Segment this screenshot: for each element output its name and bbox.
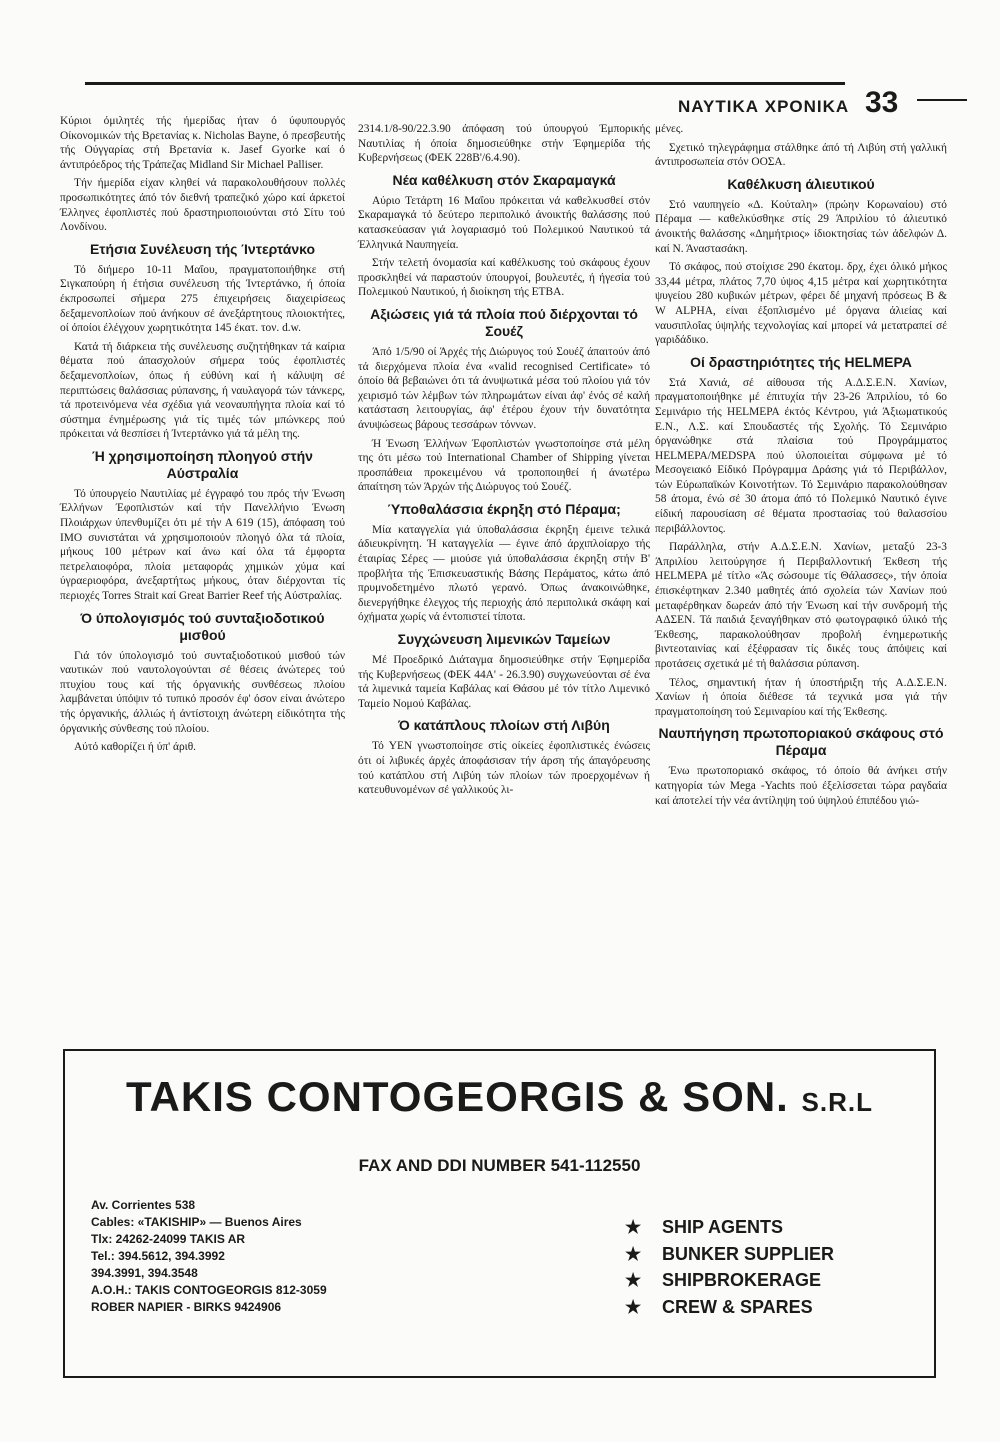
ad-address-line: Tlx: 24262-24099 TAKIS AR bbox=[91, 1232, 246, 1246]
column-2 bbox=[358, 122, 650, 802]
paragraph: Ή Ένωση Έλλήνων Έφοπλιστών γνωστοποίησε στά μέλη της ότι μέσω τού International Chamber of Shipping γίνεται προσπάθεια προκειμένου νά τροποποιηθεί ή άνωτέρω άπαίτηση τών Άρχών τής Διώρυγος τού Σουέζ. bbox=[358, 437, 650, 494]
paragraph: Αύριο Τετάρτη 16 Μαΐου πρόκειται νά καθελκυσθεί στόν Σκαραμαγκά τό δεύτερο περιπολικό άνοικτής θαλάσσης πού κατασκεύασαν γιά λογαριασμό τού Πολεμικού Ναυτικού τά Έλληνικά Ναυπηγεία. bbox=[358, 194, 650, 251]
headline-helmepa: Οί δραστηριότητες τής HELMEPA bbox=[690, 353, 912, 370]
star-icon: ★ bbox=[625, 1217, 642, 1237]
service-item bbox=[625, 1267, 834, 1294]
page-number: 33 bbox=[865, 86, 899, 119]
paragraph: μένες. bbox=[655, 123, 684, 135]
service-item bbox=[625, 1214, 834, 1241]
ad-company-text: TAKIS CONTOGEORGIS & SON. bbox=[126, 1073, 789, 1120]
paragraph: Στήν τελετή όνομασία καί καθέλκυσης τού σκάφους έχουν προσκληθεί νά παραστούν ύπουργοί, βουλευτές, ή ήγεσία τού Πολεμικού Ναυτικού, ή διοίκηση τής ΕΤΒΑ. bbox=[358, 257, 650, 299]
service-label: BUNKER SUPPLIER bbox=[662, 1243, 835, 1264]
star-icon: ★ bbox=[625, 1270, 642, 1290]
service-item bbox=[625, 1294, 834, 1321]
column-1 bbox=[60, 114, 345, 759]
header-rule-left bbox=[85, 82, 845, 85]
paragraph: Αύτό καθορίζει ή ύπ' άριθ. bbox=[74, 741, 197, 754]
paragraph: Σχετικό τηλεγράφημα στάλθηκε άπό τή Λιβύη στή γαλλική άντιπροσωπεία στόν ΟΟΣΑ. bbox=[655, 141, 947, 169]
headline-pension-salary: Ό ύπολογισμός τού συνταξιοδοτικού μισθού bbox=[80, 609, 325, 643]
headline-intertanko: Ετήσια Συνέλευση τής Ίντερτάνκο bbox=[89, 240, 316, 257]
paragraph: Μία καταγγελία γιά ύποθαλάσσια έκρηξη έμεινε τελικά άδιευκρίνητη. Ή καταγγελία — έγινε άπό άρχιπλοίαρχο τής έταιρίας Σέρες — μιούσε γιά ύποθαλάσσια έκρηξη στήν Β' προβλήτα τής Έπισκευαστικής Βάσης Περάματος, κάτω άπό πρυμνοδετημένο πλωτό γερανό. Όπως άνακοινώθηκε, διενεργήθηκε έλεγχος τής περιοχής άπό περιπολικά σκάφη καί όχήματα χωρίς νά έντοπιστεί τίποτα. bbox=[358, 523, 650, 624]
service-label: SHIPBROKERAGE bbox=[662, 1270, 822, 1290]
service-label: CREW & SPARES bbox=[662, 1296, 813, 1317]
headline-fishing-vessel: Καθέλκυση άλιευτικού bbox=[727, 175, 875, 192]
headline-perama-explosion: Ύποθαλάσσια έκρηξη στό Πέραμα; bbox=[387, 500, 621, 517]
ad-address-line: ROBER NAPIER - BIRKS 9424906 bbox=[91, 1300, 282, 1314]
headline-shipbuilding: Ναυπήγηση πρωτοποριακού σκάφους στό Πέραμα bbox=[658, 725, 944, 759]
headline-skaramanga: Νέα καθέλκυση στόν Σκαραμαγκά bbox=[392, 171, 616, 188]
service-item bbox=[625, 1241, 834, 1268]
headline-suez: Αξιώσεις γιά τά πλοία πού διέρχονται τό Σουέζ bbox=[370, 305, 638, 339]
paragraph: Τό σκάφος, πού στοίχισε 290 έκατομ. δρχ, έχει όλικό μήκος 33,44 μέτρα, πλάτος 7,70 ύψος 4,15 μέτρα καί χωρητικότητα ψυγείου 280 κυβικών μέτρων, φέρει δέ μηχανή πρόσεως B & W ALPHA, είναι έξοπλισμένο μέ όργανα άλιείας καί ναυσιπλοΐας ύψηλής τεχνολογίας καί μπορεί νά μετατραπεί σέ γαριδάδικο. bbox=[655, 261, 947, 347]
paragraph: Τέλος, σημαντική ήταν ή ύποστήριξη τής Α.Δ.Σ.Ε.Ν. Χανίων ή όποία διέθεσε τά τεχνικά μσα γιά τήν πραγματοποίηση τού Σεμιναρίου καί τής Έκθεσης. bbox=[655, 676, 947, 718]
ad-address-line: 394.3991, 394.3548 bbox=[91, 1266, 198, 1280]
paragraph: Κατά τή διάρκεια τής συνέλευσης συζητήθηκαν τά καίρια θέματα πού άπασχολούν σήμερα τούς έφοπλιστές δεξαμενοπλοίων, όπως ή εύθύνη καί ή κάλυψη σέ περιπτώσεις θαλάσσιας ρύπανσης, ή ναυλαγορά τών τάνκερς, τά προτεινόμενα νέα σχέδια γιά νεοναυπήγητα πλοία καί τό σύστημα ένημέρωσης γιά τίς τιμές τών μπώνκερς πού πρόκειται νά θεσπίσει ή Ίντερτάνκο γιά τά μέλη της. bbox=[60, 340, 345, 441]
paragraph: Άπό 1/5/90 οί Άρχές τής Διώρυγος τού Σουέζ άπαιτούν άπό τά διερχόμενα πλοία ένα «valid recognised Certificate» τό όποίο θά βεβαιώνει ότι τά άνυψωτικά μέσα τού πλοίου γιά τόν χειρισμό τών λέμβων τών πληρωμάτων είναι άφ' ένός σέ καλή κατάσταση λειτουργίας, άφ' έτέρου έχουν τήν δυνατότητα άνυψώσεως βάρους τεσσάρων τόννων. bbox=[358, 345, 650, 431]
headline-port-funds: Συγχώνευση λιμενικών Ταμείων bbox=[397, 631, 611, 648]
paragraph: Παράλληλα, στήν Α.Δ.Σ.Ε.Ν. Χανίων, μεταξύ 23-3 Άπριλίου λειτούργησε ή Περιβαλλοντική Έκθεση τής HELMEPA μέ τίτλο «Άς σώσουμε τίς Θάλασσες», τήν όποία έπισκέφτηκαν 2.340 μαθητές άπό σχολεία τών Χανίων πού μεταφέρθηκαν δωρεάν άπό τήν Ένωση καί τήν συνδρομή τής ΑΔΣΕΝ. Τά παιδιά ξεναγήθηκαν στό φωτογραφικό ύλικό τής Έκθεσης, παρακολούθησαν προβολή ένημερωτικής βιντεοταινίας καί έξέφρασαν τίς δικές τους άπόψεις καί προτάσεις σχετικά μέ τή θαλάσσια ρύπανση. bbox=[655, 541, 947, 670]
paragraph: Τήν ήμερίδα είχαν κληθεί νά παρακολουθήσουν πολλές προσωπικότητες άπό τόν διεθνή τραπεζικό χώρο καί άρκετοί Έλληνες έφοπλιστές πού δραστηριοποιούνται στό Σίτυ τού Λονδίνου. bbox=[60, 177, 345, 234]
headline-libya: Ό κατάπλους πλοίων στή Λιβύη bbox=[398, 717, 610, 734]
ad-fax-number: FAX AND DDI NUMBER 541-112550 bbox=[358, 1156, 641, 1175]
service-label: SHIP AGENTS bbox=[662, 1217, 784, 1237]
ad-address-line: Tel.: 394.5612, 394.3992 bbox=[91, 1249, 225, 1263]
ad-address-line: A.O.H.: TAKIS CONTOGEORGIS 812-3059 bbox=[91, 1283, 327, 1297]
star-icon: ★ bbox=[625, 1296, 642, 1317]
ad-company-suffix: S.R.L bbox=[801, 1087, 873, 1117]
headline-pilot-australia: Ή χρησιμοποίηση πλοηγού στήν Αύστραλία bbox=[92, 447, 313, 481]
ad-address-line: Av. Corrientes 538 bbox=[91, 1198, 196, 1212]
column-3 bbox=[655, 122, 947, 812]
section-title: ΝΑΥΤΙΚΑ ΧΡΟΝΙΚΑ bbox=[678, 97, 850, 116]
paragraph: Τό διήμερο 10-11 Μαΐου, πραγματοποιήθηκε στή Σιγκαπούρη ή έτήσια συνέλευση τής Ίντερτάνκο, ή όποία έκπροσωπεί σήμερα 275 έπιχειρήσεις διαχειρίσεως δεξαμενοπλοίων πού άνήκουν σέ άνεξάρτητους πλοιοκτήτες, οί όποίοι έλέγχουν χωρητικότητα 145 έκατ. τον. d.w. bbox=[60, 263, 345, 335]
paragraph: 2314.1/8-90/22.3.90 άπόφαση τού ύπουργού Έμπορικής Ναυτιλίας ή όποία δημοσιεύθηκε στήν Έφημερίδα τής Κυβερνήσεως (ΦΕΚ 228Β'/6.4.90). bbox=[358, 123, 650, 165]
paragraph: Τό ΥΕΝ γνωστοποίησε στίς οίκείες έφοπλιστικές ένώσεις ότι οί λιβυκές άρχές άποφάσισαν τήν άρση τής άπαγόρευσης τού κατάπλου στή Λιβύη τών πλοίων τών προερχομένων ή κατευθυνομένων σέ γαλλικούς λι- bbox=[358, 740, 650, 797]
ad-services-list bbox=[625, 1214, 834, 1320]
ad-address-line: Cables: «TAKISHIP» — Buenos Aires bbox=[91, 1215, 302, 1229]
ad-address-block bbox=[91, 1197, 327, 1316]
paragraph: Γιά τόν ύπολογισμό τού συνταξιοδοτικού μισθού τών ναυτικών πού ναυτολογούνται σέ θέσεις άνώτερες τού πτυχίου τους καί τής όργανικής συνθέσεως πλοίου λαμβάνεται ύπόψιν τό τυπικό προσόν έφ' όσον είναι άνώτερο τής όργανικής, άλλιώς ή άντίστοιχη άνώτερη είδικότητα τής όργανικής σύνθεσης τού πλοίου. bbox=[60, 649, 345, 735]
paragraph: Στό ναυπηγείο «Δ. Κούταλη» (πρώην Κορωναίου) στό Πέραμα — καθελκύσθηκε στίς 29 Άπριλίου τό άλιευτικό άνοικτής θαλάσσης «Δημήτριος» ίδιοκτησίας τών άδελφών Δ. καί Ν. Άναστασάκη. bbox=[655, 198, 947, 255]
header-rule-right bbox=[917, 99, 967, 101]
paragraph: Στά Χανιά, σέ αίθουσα τής Α.Δ.Σ.Ε.Ν. Χανίων, πραγματοποιήθηκε μέ έπιτυχία τήν 23-26 Άπριλίου, τό 6ο Σεμινάριο τής HELMEPA έκτός Κέντρου, γιά Άξιωματικούς Ε.Ν., Λ.Σ. καί Σπουδαστές τής Σχολής. Τό Σεμινάριο όργανώθηκε στά πλαίσια τού Προγράμματος HELMEPA/MEDSPA πού ύλοποιείται σύμφωνα μέ τό Μεσογειακό Είδικό Πρόγραμμα Δράσης γιά τό Περιβάλλον, τών Εύρωπαϊκών Κοινοτήτων. Τό Σεμινάριο παρακολούθησαν 58 άτομα, ένώ σέ 30 άτομα άπό τό Πολεμικό Ναυτικό έγινε είδική παρουσίαση σέ θέματα προστασίας τού θαλασσίου περιβάλλοντος. bbox=[655, 376, 947, 535]
advertisement-box bbox=[63, 1049, 936, 1378]
star-icon: ★ bbox=[625, 1243, 642, 1264]
paragraph: Τό ύπουργείο Ναυτιλίας μέ έγγραφό του πρός τήν Ένωση Έλλήνων Έφοπλιστών καί τήν Πανελλήνιο Ένωση Πλοιάρχων ύπενθυμίζει ότι μέ τήν Α 619 (15), άπόφαση τού IMO συνιστάται νά χρησιμοποιούν πλοηγό όλα τά πλοία, μήκους 100 μέτρων καί άνω καί όλα τά έμφορτα πετρελαιοφόρα, πλοία μεταφοράς χημικών χύμα καί ύγραεριοφόρα, άνεξαρτήτως μήκους, όταν διέρχονται τίς περιοχές Torres Strait καί Great Barrier Reef τής Αύστραλίας. bbox=[60, 487, 345, 603]
paragraph: Ένω πρωτοποριακό σκάφος, τό όποίο θά άνήκει στήν κατηγορία τών Mega -Yachts πού έξελίσσεται τώρα ραγδαία καί άποτελεί τήν νέα άντίληψη τού ύψηλού έπιπέδου γιώ- bbox=[655, 765, 947, 807]
paragraph: Μέ Προεδρικό Διάταγμα δημοσιεύθηκε στήν Έφημερίδα τής Κυβερνήσεως (ΦΕΚ 44Α' - 26.3.90) συγχωνεύονται σέ ένα τά λιμενικά ταμεία Καβάλας καί Θάσου μέ τόν τίτλο Λιμενικό Ταμείο Νομού Καβάλας. bbox=[358, 654, 650, 710]
paragraph: Κύριοι όμιλητές τής ήμερίδας ήταν ό ύφυπουργός Οίκονομικών τής Βρετανίας κ. Nicholas Bayne, ό πρεσβευτής τής Ούγγαρίας στή Βρετανία κ. Jasef Gyorke καί ό άντιπρόεδρος τής Τράπεζας Midland Sir Michael Palliser. bbox=[60, 115, 345, 171]
ad-company-name bbox=[65, 1073, 934, 1121]
